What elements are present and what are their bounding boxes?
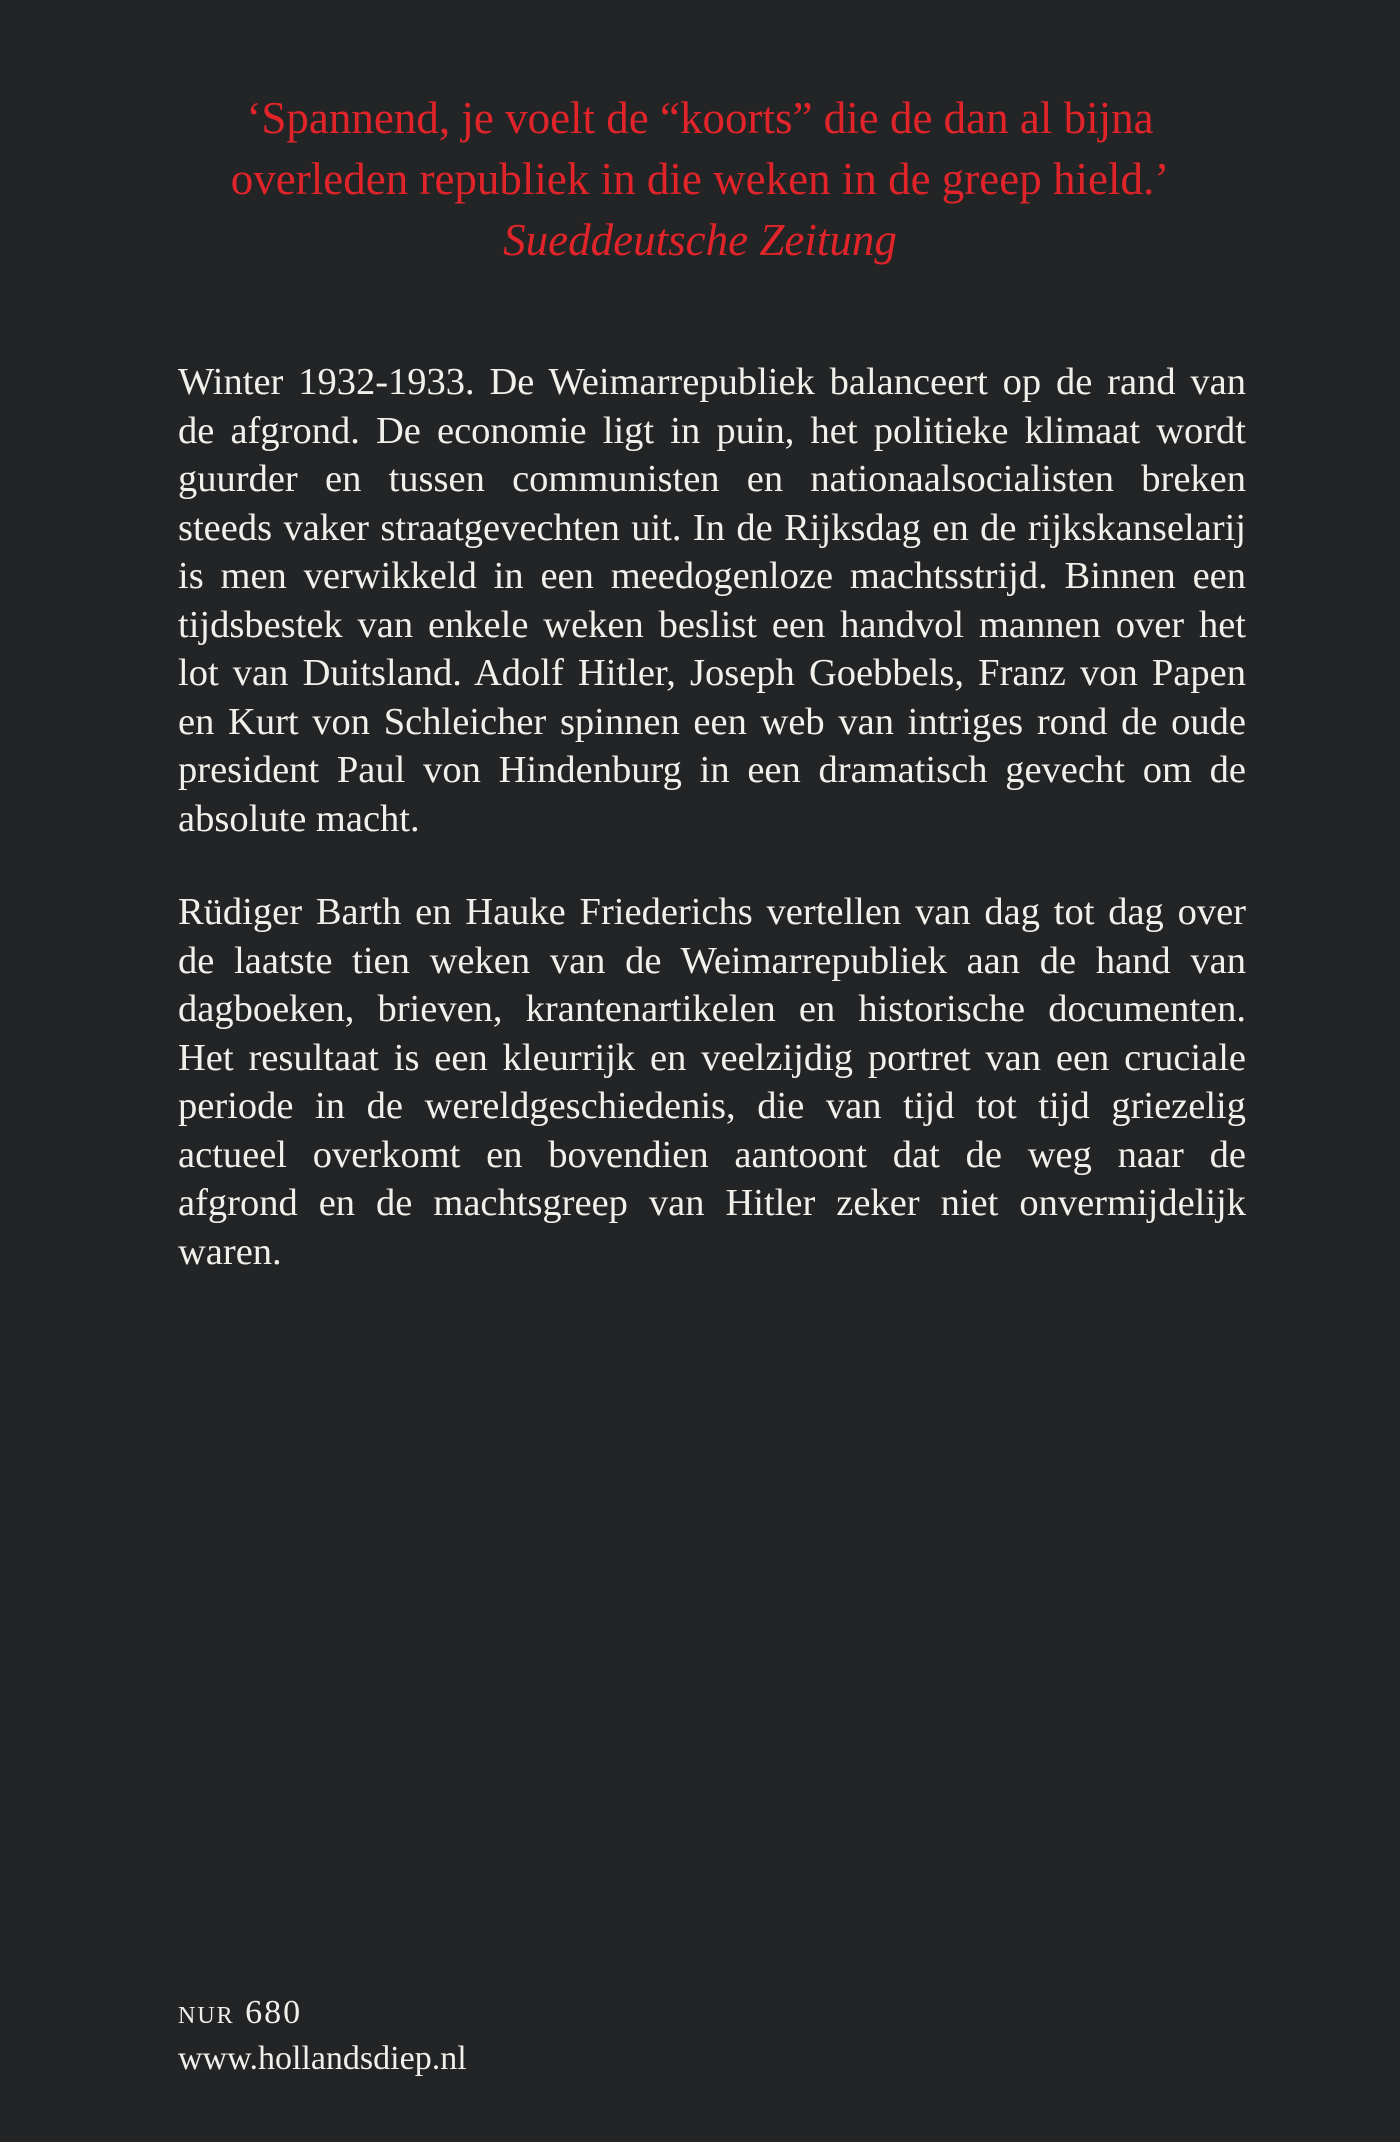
blurb-line: tijdsbestek van enkele weken beslist een handvol mannen over het [178,603,1246,646]
press-quote [150,88,1250,270]
blurb-paragraph-2 [178,888,1246,1276]
blurb-line: absolute macht. [178,797,420,840]
imprint [178,1990,467,2082]
blurb-line: de laatste tien weken van de Weimarrepubliek aan de hand van [178,939,1246,982]
blurb-line: actueel overkomt en bovendien aantoont dat de weg naar de [178,1133,1246,1176]
blurb-line: steeds vaker straatgevechten uit. In de Rijksdag en de rijkskanselarij [178,506,1246,549]
nur-code: nur 680 [178,1994,303,2031]
blurb-line: Het resultaat is een kleurrijk en veelzijdig portret van een cruciale [178,1036,1246,1079]
publisher-website: www.hollandsdiep.nl [178,2040,467,2077]
blurb-line: is men verwikkeld in een meedogenloze machtsstrijd. Binnen een [178,555,1246,597]
quote-source: Sueddeutsche Zeitung [503,215,897,265]
blurb-line: en Kurt von Schleicher spinnen een web van intriges rond de oude [178,700,1246,743]
blurb-line: guurder en tussen communisten en nationaalsocialisten breken [178,458,1246,500]
quote-line: overleden republiek in die weken in de greep hield.’ [230,154,1170,204]
blurb-line: Winter 1932-1933. De Weimarrepubliek balanceert op de rand van [178,361,1246,403]
quote-line: ‘Spannend, je voelt de “koorts” die de dan al bijna [246,93,1154,143]
blurb-paragraph-1 [178,358,1246,843]
blurb-line: Rüdiger Barth en Hauke Friederichs vertellen van dag tot dag over [178,891,1246,933]
blurb-line: de afgrond. De economie ligt in puin, het politieke klimaat wordt [178,409,1246,452]
blurb-line: president Paul von Hindenburg in een dramatisch gevecht om de [178,749,1246,791]
blurb-line: waren. [178,1230,282,1273]
blurb-line: periode in de wereldgeschiedenis, die van tijd tot tijd griezelig [178,1085,1246,1127]
blurb-line: afgrond en de machtsgreep van Hitler zeker niet onvermijdelijk [178,1182,1246,1224]
blurb-line: lot van Duitsland. Adolf Hitler, Joseph Goebbels, Franz von Papen [178,652,1246,694]
blurb-line: dagboeken, brieven, krantenartikelen en historische documenten. [178,988,1246,1030]
